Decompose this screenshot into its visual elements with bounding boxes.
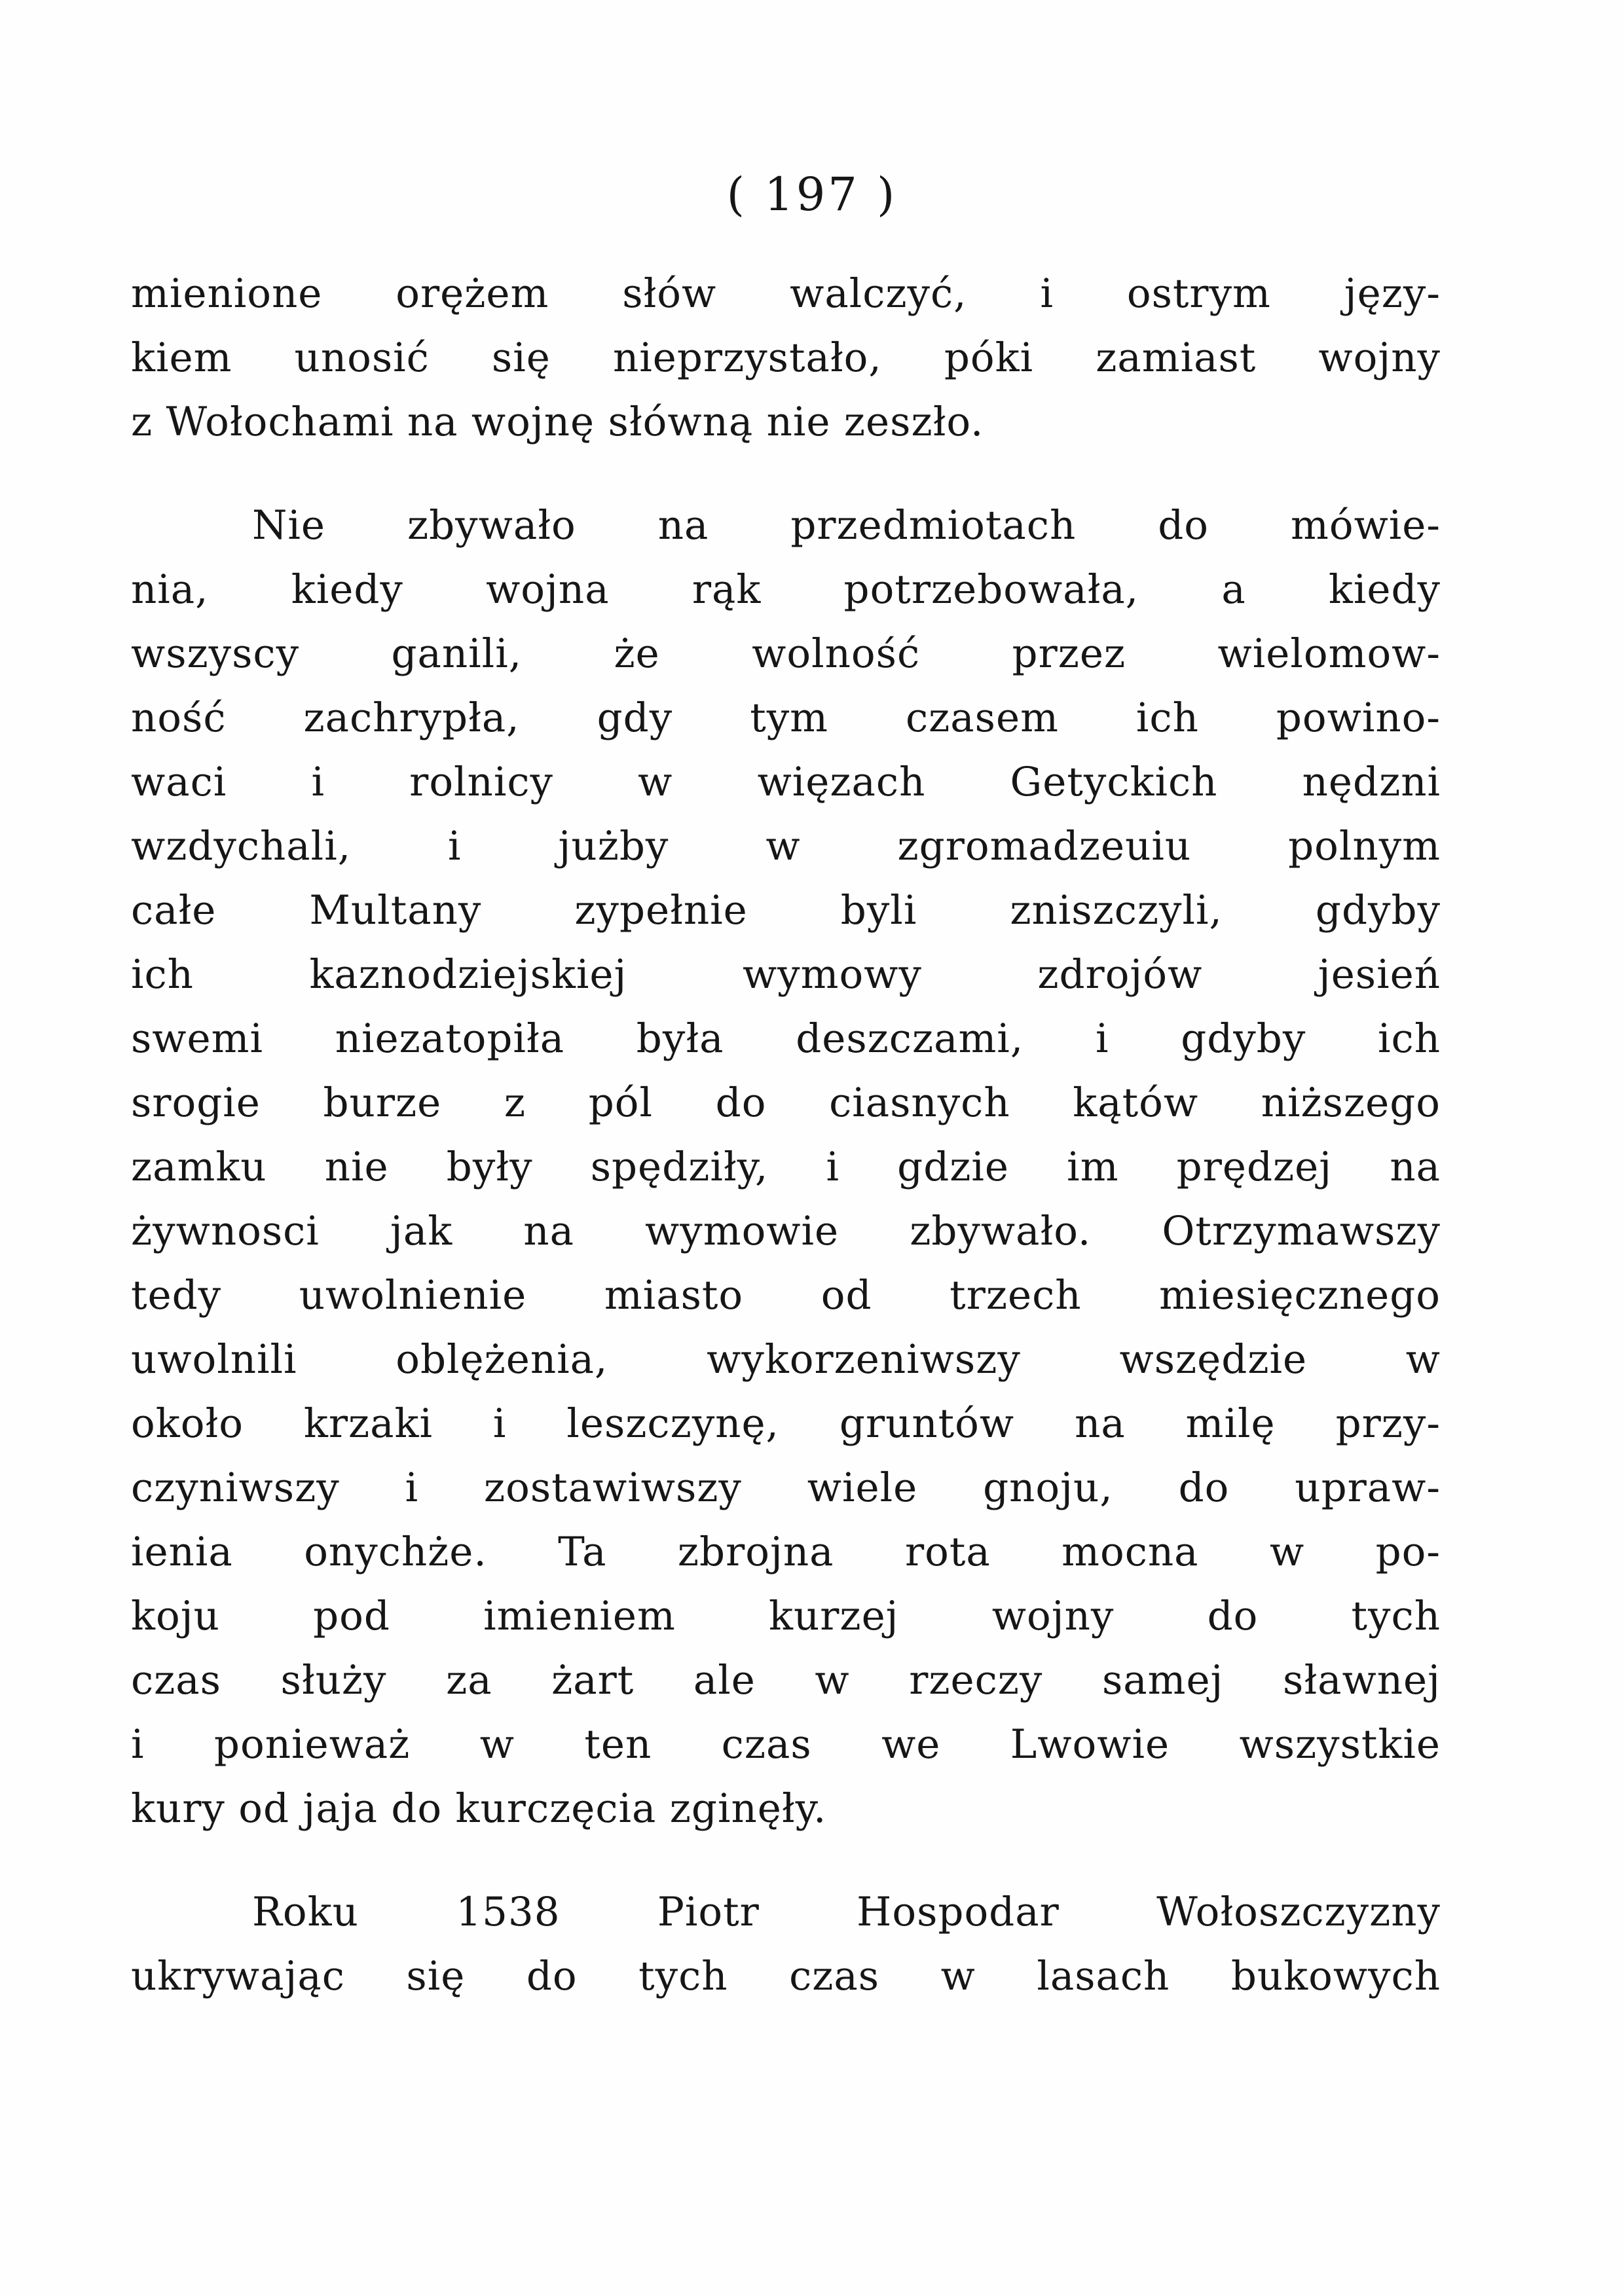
text-line: Roku 1538 Piotr Hospodar Wołoszczyzny	[252, 1889, 1441, 1935]
text-line: całe Multany zypełnie byli zniszczyli, gdyby	[131, 887, 1441, 934]
text-line: srogie burze z pól do ciasnych kątów niższego	[131, 1080, 1441, 1126]
text-line: i ponieważ w ten czas we Lwowie wszystkie	[131, 1721, 1441, 1768]
text-line: wszyscy ganili, że wolność przez wielomow-	[131, 630, 1441, 677]
text-line: z Wołochami na wojnę słówną nie zeszło.	[131, 399, 984, 445]
text-line: ich kaznodziejskiej wymowy zdrojów jesień	[131, 951, 1441, 998]
text-line: ienia onychże. Ta zbrojna rota mocna w po-	[131, 1529, 1441, 1575]
text-line: koju pod imieniem kurzej wojny do tych	[131, 1593, 1441, 1639]
text-line: swemi niezatopiła była deszczami, i gdyby ich	[131, 1015, 1441, 1062]
text-line: kiem unosić się nieprzystało, póki zamiast wojny	[131, 335, 1441, 381]
paragraph-2	[131, 494, 1441, 1841]
body-text	[131, 262, 1441, 2009]
paragraph-1	[131, 262, 1441, 454]
text-line: wzdychali, i jużby w zgromadzeuiu polnym	[131, 823, 1441, 869]
text-line: kury od jaja do kurczęcia zginęły.	[131, 1785, 827, 1832]
text-line: żywnosci jak na wymowie zbywało. Otrzymawszy	[131, 1208, 1441, 1254]
text-line: nia, kiedy wojna rąk potrzebowała, a kiedy	[131, 566, 1441, 613]
text-line: ność zachrypła, gdy tym czasem ich powino-	[131, 695, 1441, 741]
text-line: tedy uwolnienie miasto od trzech miesięcznego	[131, 1272, 1441, 1319]
page-number: ( 197 )	[726, 168, 898, 221]
text-line: czas służy za żart ale w rzeczy samej sławnej	[131, 1657, 1441, 1704]
text-line: mienione orężem słów walczyć, i ostrym języ-	[131, 270, 1441, 317]
text-line: Nie zbywało na przedmiotach do mówie-	[252, 502, 1441, 549]
text-line: czyniwszy i zostawiwszy wiele gnoju, do upraw-	[131, 1465, 1441, 1511]
text-line: uwolnili oblężenia, wykorzeniwszy wszędzie w	[131, 1336, 1441, 1383]
paragraph-3	[131, 1880, 1441, 2009]
text-line: zamku nie były spędziły, i gdzie im prędzej na	[131, 1144, 1441, 1190]
text-line: około krzaki i leszczynę, gruntów na milę przy-	[131, 1400, 1441, 1447]
text-line: ukrywając się do tych czas w lasach bukowych	[131, 1953, 1441, 1999]
text-line: waci i rolnicy w więzach Getyckich nędzni	[131, 759, 1441, 805]
